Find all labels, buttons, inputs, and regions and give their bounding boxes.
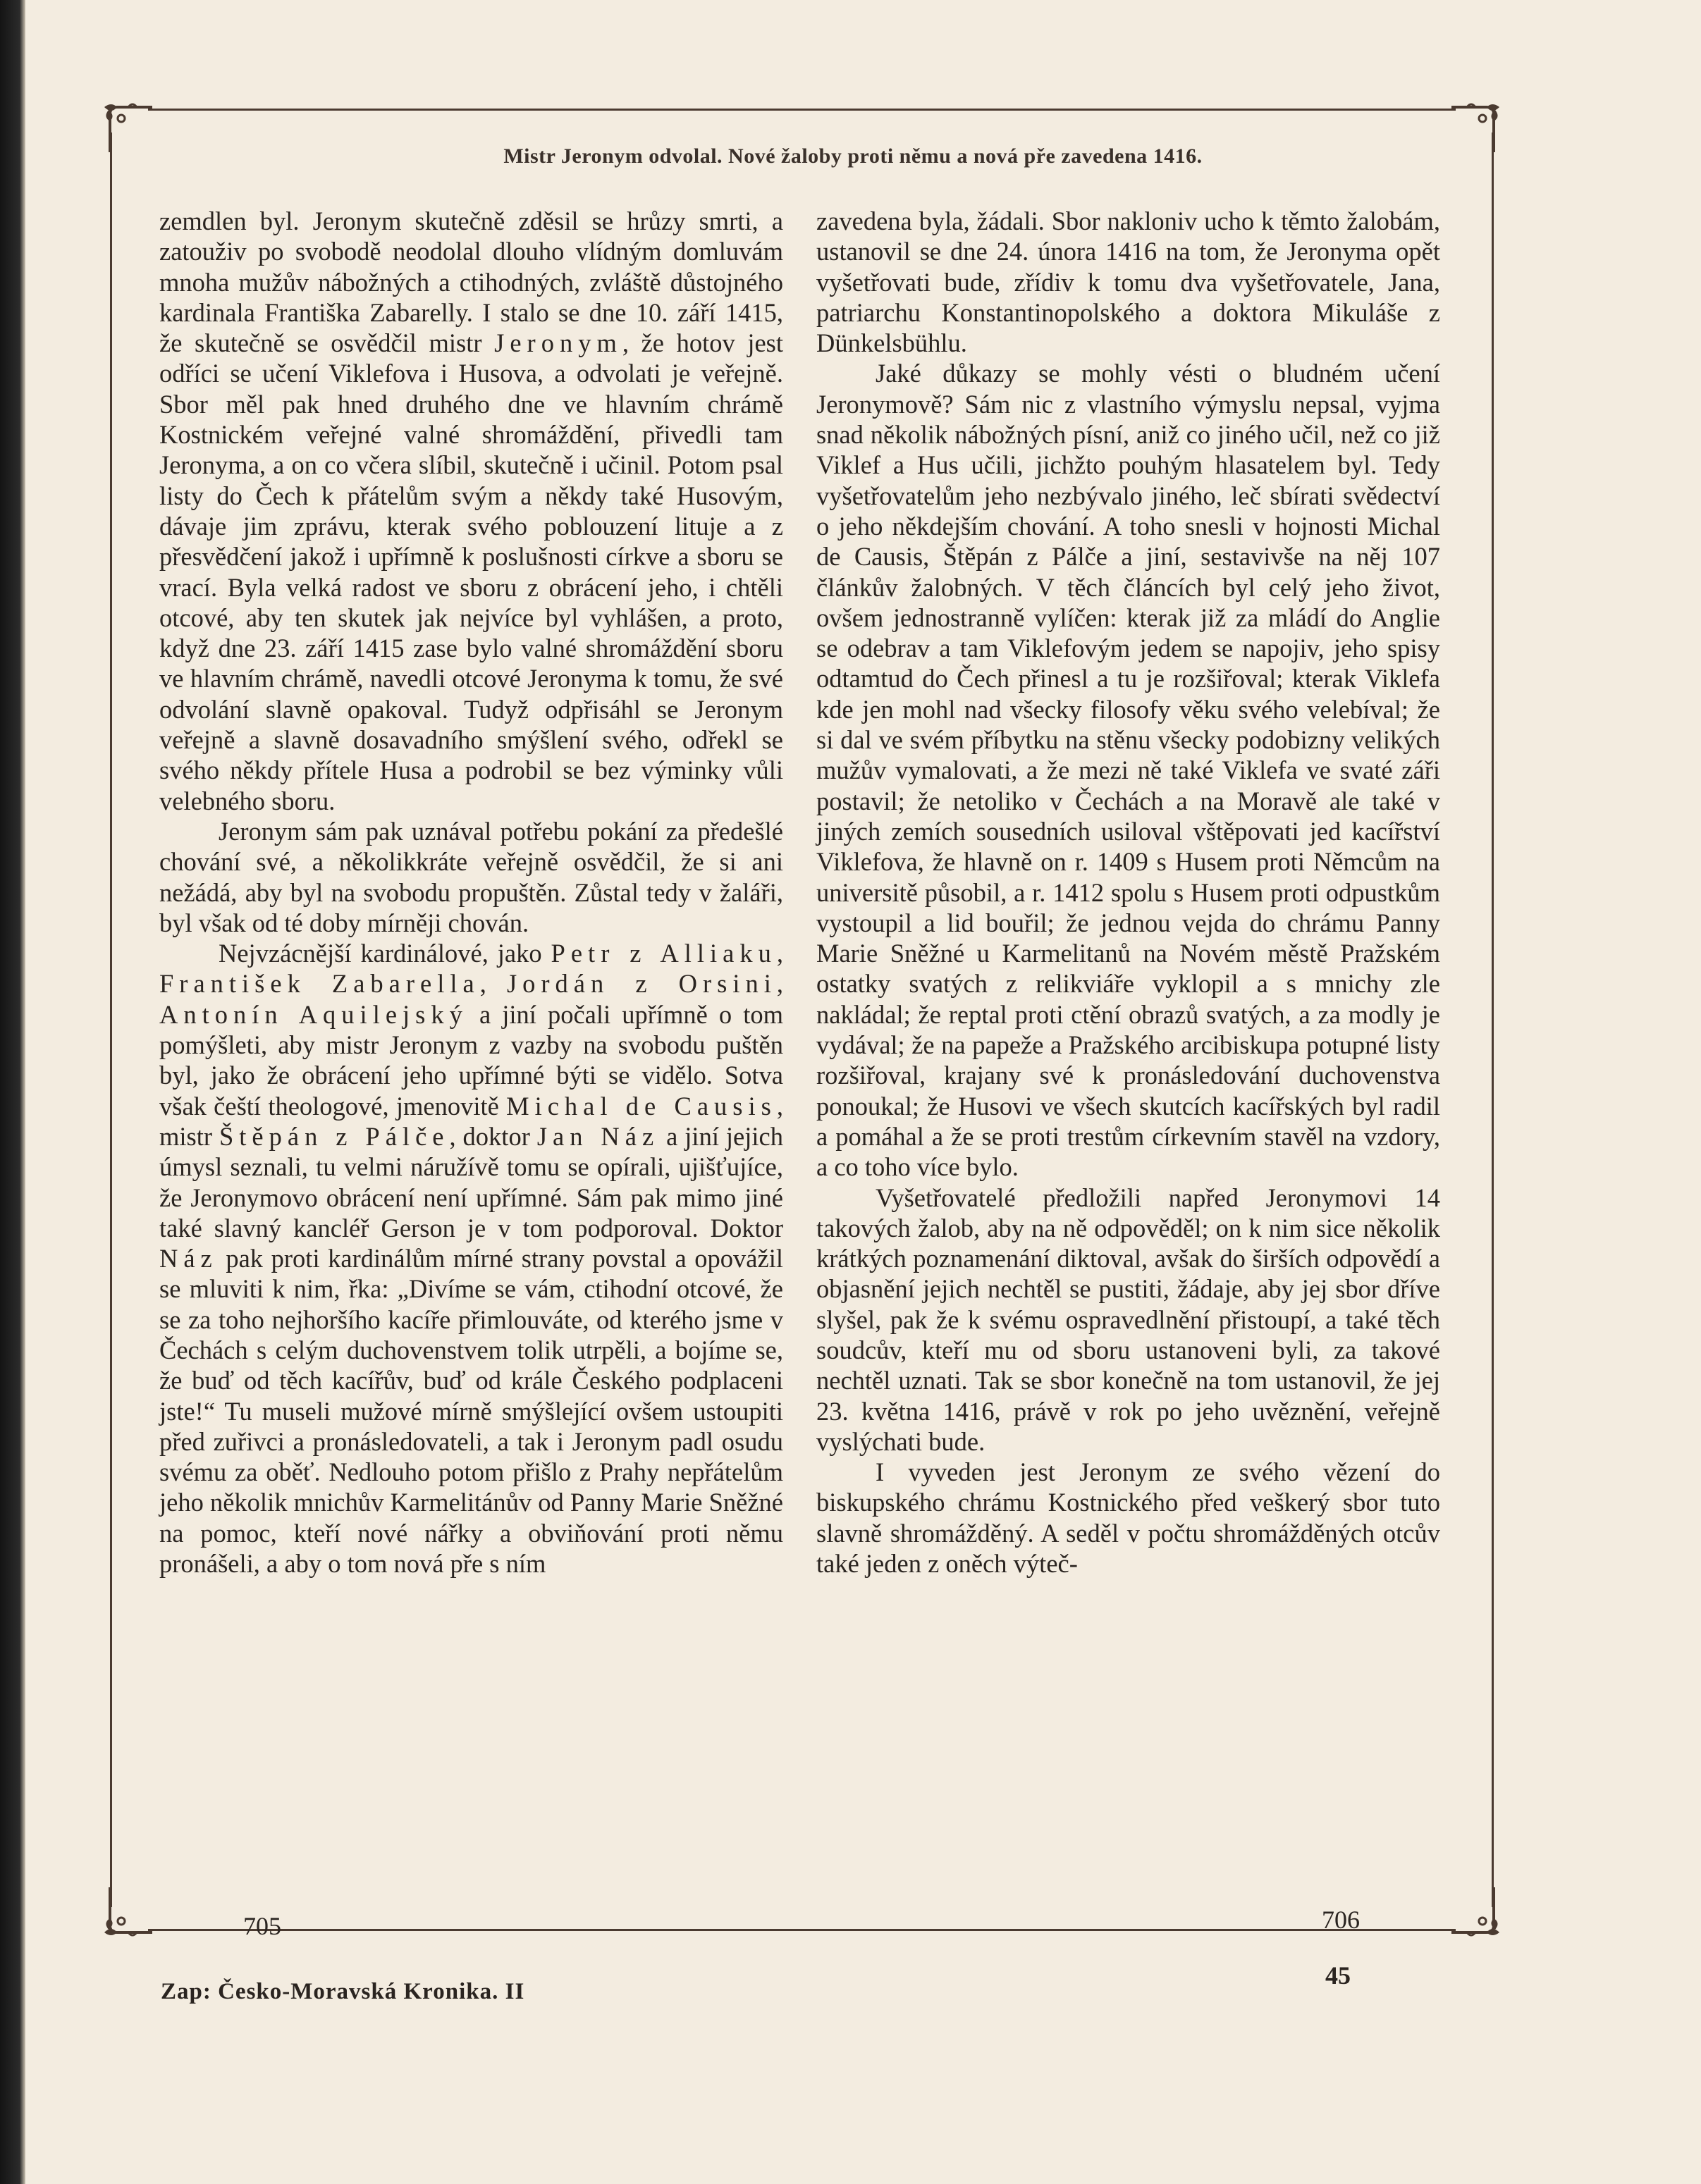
spaced-name: Jan Náz [536,1121,660,1151]
spaced-name: Štěpán z Pálče [219,1121,450,1151]
text-run: a jiní počali upřímně o tom pomýšleti, aby mistr Jeronym z vazby na svobodu puštěn byl, jako že obrácení jeho upřímné býti se vidělo. Sotva však čeští theologové, jmenovitě [159,999,783,1121]
border-top-rule [148,109,1456,111]
spaced-name: Antonín Aquilejský [159,999,468,1029]
border-bottom-rule [148,1929,1456,1931]
book-spine-shadow [0,0,25,2184]
page-number-left: 705 [243,1912,281,1940]
spaced-name: František Zabarella [159,969,480,999]
text-run: Nejvzácnější kardinálové, jako [219,939,551,968]
corner-ornament-icon [100,100,156,156]
paragraph [159,206,783,816]
paragraph [159,816,783,938]
text-run: , mistr [159,1091,783,1151]
border-right-rule [1492,132,1494,1907]
spaced-name: Petr z Alliaku [551,939,777,968]
sheet-number: 45 [1325,1961,1351,1989]
right-text-column [816,206,1440,1579]
page-number-right: 706 [1322,1906,1360,1934]
paragraph [159,938,783,1579]
spaced-name: Jeronym [494,328,622,358]
text-run: pak proti kardinálům mírné strany povstal a opovážil se mluviti k nim, řka: „Divíme se vám, ctihodní otcové, že se za toho nejhoršího kacíře přimlouváte, od kterého jsme v Čechách s celým duchovenstvem tolik utrpěli, a bojíme se, že buď od těch kacířův, buď od krále Českého podplaceni jste!“ Tu museli mužové mírně smýšlející ovšem ustoupiti před zuřivci a pronásledovateli, a tak i Jeronym padl osudu svému za oběť. Nedlouho potom přišlo z Prahy nepřátelům jeho několik mnichův Karmelitánův od Panny Marie Sněžné na pomoc, kteří nové nářky a obviňování proti němu pronášeli, a aby o tom nová pře s ním [159,1244,783,1579]
text-run: , že hotov jest odříci se učení Viklefova i Husova, a odvolati je veřejně. Sbor měl pak hned druhého dne ve hlavním chrámě Kostnickém veřejné valné shromáždění, přivedli tam Jeronyma, a on co včera slíbil, skutečně i učinil. Potom psal listy do Čech k přátelům svým a někdy také Husovým, dávaje jim zprávu, kterak svého poblouzení lituje a z přesvědčení jakož i upřímně k poslušnosti církve a sboru se vrací. Byla velká radost ve sboru z obrácení jeho, i chtěli otcové, aby ten skutek jak nejvíce byl vyhlášen, a proto, když dne 23. září 1415 zase bylo valné shromáždění sboru ve hlavním chrámě, navedli otcové Jeronyma k tomu, že své odvolání slavně opakoval. Tudyž odpřisáhl se Jeronym veřejně a slavně dosavadního smýšlení svého, odřekl se svého někdy přítele Husa a podrobil se bez výminky vůli velebného sboru. [159,328,783,815]
text-run: , [479,969,507,999]
left-text-column [159,206,783,1579]
corner-ornament-icon [1447,1883,1504,1939]
paragraph [816,206,1440,358]
paragraph [816,358,1440,1182]
running-head: Mistr Jeronym odvolal. Nové žaloby proti němu a nová pře zavedena 1416. [503,144,1203,168]
text-run: , [776,939,783,968]
spaced-name: Náz [159,1244,218,1273]
text-run: zavedena byla, žádali. Sbor nakloniv ucho k těmto žalobám, ustanovil se dne 24. února 1416 na tom, že Jeronyma opět vyšetřovati bude, zřídiv k tomu dva vyšetřovatele, Jana, patriarchu Konstantinopolského a doktora Mikuláše z Dünkelsbühlu. [816,206,1440,358]
spaced-name: Michal de Causis [506,1091,777,1121]
text-run: , doktor [449,1121,537,1151]
text-run: Jeronym sám pak uznával potřebu pokání za předešlé chování své, a několikkráte veřejně osvědčil, že si ani nežádá, aby byl na svobodu propuštěn. Zůstal tedy v žaláři, byl však od té doby mírněji chován. [159,816,783,937]
print-signature: Zap: Česko-Moravská Kronika. II [161,1979,525,2004]
paragraph [816,1457,1440,1579]
paragraph [816,1183,1440,1457]
corner-ornament-icon [100,1883,156,1939]
text-run: I vyveden jest Jeronym ze svého vězení do biskupského chrámu Kostnického před veškerý sbor tuto slavně shromážděný. A seděl v počtu shromážděných otcův také jeden z oněch výteč- [816,1457,1440,1579]
text-run: Vyšetřovatelé předložili napřed Jeronymovi 14 takových žalob, aby na ně odpověděl; on k nim sice několik krátkých poznamenání diktoval, avšak do širších odpovědí a objasnění jejich nechtěl se pustiti, žádaje, aby jej sbor dříve slyšel, pak že k svému ospravedlnění přistoupí, a také těch soudcův, kteří mu od sboru ustanoveni byli, za takové nechtěl uznati. Tak se sbor konečně na tom ustanovil, že jej 23. května 1416, právě v rok po jeho uvěznění, veřejně vyslýchati bude. [816,1183,1440,1456]
border-left-rule [110,132,112,1907]
text-run: zemdlen byl. Jeronym skutečně zděsil se hrůzy smrti, a zatouživ po svobodě neodolal dlouho vlídným domluvám mnoha mužův nábožných a ctihodných, zvláště důstojného kardinala Františka Zabarelly. I stalo se dne 10. září 1415, že skutečně se osvědčil mistr [159,206,783,358]
text-run: Jaké důkazy se mohly vésti o bludném učení Jeronymově? Sám nic z vlastního výmyslu nepsal, vyjma snad několik nábožných písní, aniž co jiného učil, než co již Viklef a Hus učili, jichžto pouhým hlasatelem byl. Tedy vyšetřovatelům jeho nezbývalo jiného, leč sbírati svědectví o jeho někdejším chování. A toho snesli v hojnosti Michal de Causis, Štěpán z Pálče a jiní, sestavivše na něj 107 článkův žalobných. V těch článcích byl celý jeho život, ovšem jednostranně vylíčen: kterak již za mládí do Anglie se odebrav a tam Viklefovým jedem se napojiv, jeho spisy odtamtud do Čech přinesl a tu je rozšiřoval; kterak Viklefa kde jen mohl nad všecky filosofy věku svého velebíval; že si dal ve svém příbytku na stěnu všecky podobizny velikých mužův vymalovati, a že mezi ně také Viklefa ve svaté záři postavil; že netoliko v Čechách a na Moravě ale také v jiných zemích sousedních usiloval vštěpovati jed kacířství Viklefova, že hlavně on r. 1409 s Husem proti Němcům na universitě působil, a r. 1412 spolu s Husem proti odpustkům vystoupil a lid bouřil; že jednou vejda do chrámu Panny Marie Sněžné u Karmelitanů na Novém městě Pražském ostatky svatých z relikviáře vyklopil a s mnichy zle nakládal; že reptal proti ctění obrazů svatých, a za modly je vydával; že na papeže a Pražského arcibiskupa potupné listy rozšiřoval, krajany své k pronásledování duchovenstva ponoukal; že Husovi ve všech skutcích kacířských byl radil a pomáhal a že se proti trestům církevním stavěl na vzdory, a co toho více bylo. [816,359,1440,1182]
text-run: , [776,969,783,999]
spaced-name: Jordán z Orsini [506,969,777,999]
text-run: a jiní jejich úmysl seznali, tu velmi náružívě tomu se opírali, ujišťujíce, že Jeronymovo obrácení není upřímné. Sám pak mimo jiné také slavný kancléř Gerson je v tom podporoval. Doktor [159,1121,783,1242]
